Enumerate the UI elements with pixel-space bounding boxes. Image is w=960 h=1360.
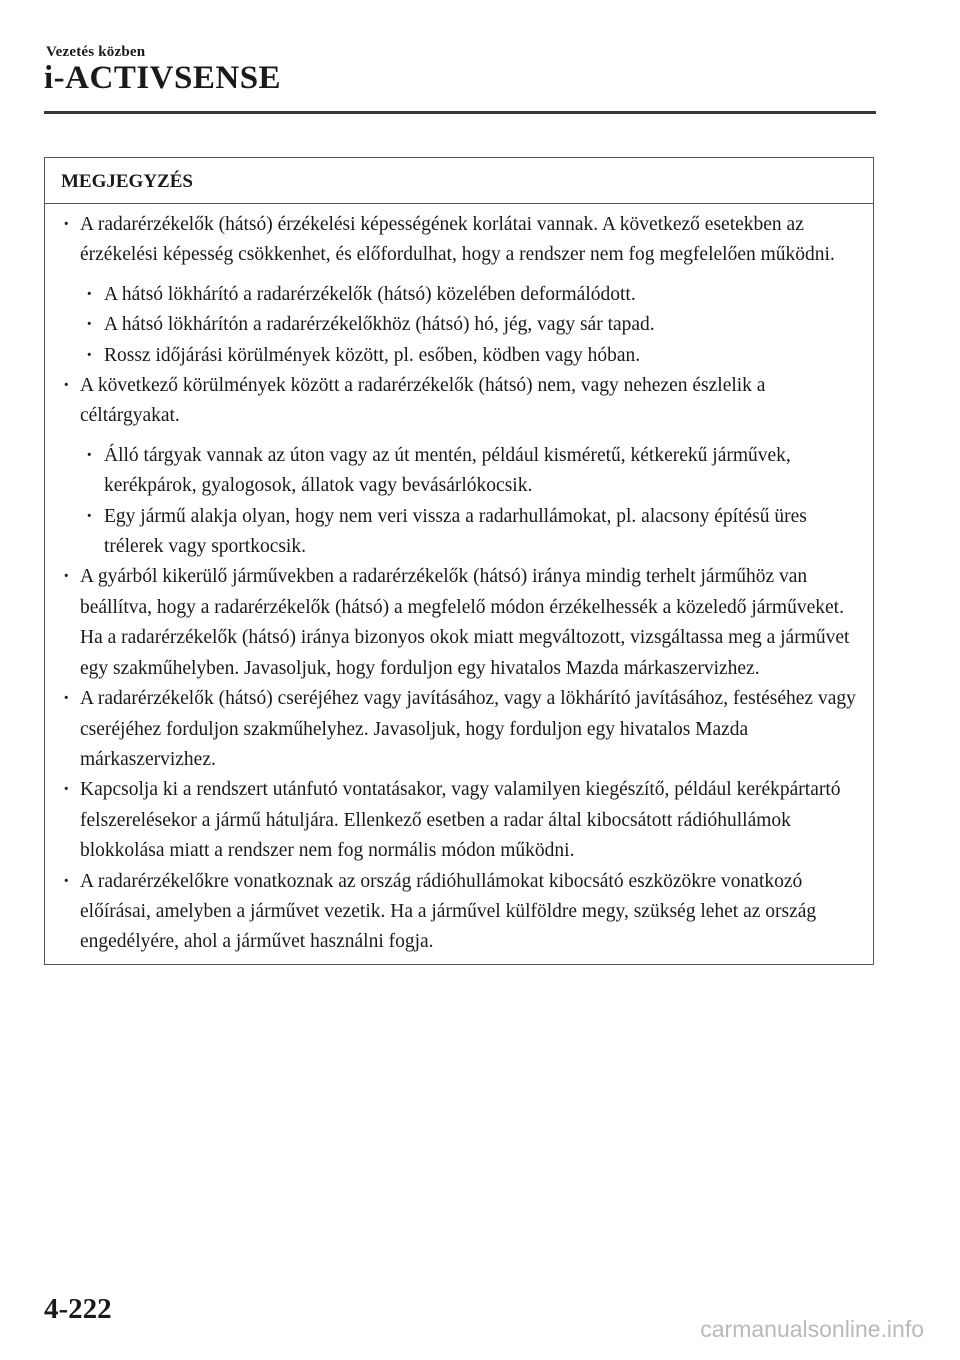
note-subitem: · Egy jármű alakja olyan, hogy nem veri vissza a radarhullámokat, pl. alacsony építésű üres trélerek vagy sportkocsik. [61,502,861,563]
section-title: i-ACTIVSENSE [44,60,282,96]
note-subitem: · A hátsó lökhárító a radarérzékelők (hátsó) közelében deformálódott. [61,280,861,310]
note-item: · A következő körülmények között a radarérzékelők (hátsó) nem, vagy nehezen észlelik a céltárgyakat. [61,371,861,432]
note-subitem: · Rossz időjárási körülmények között, pl. esőben, ködben vagy hóban. [61,341,861,371]
note-item: · A radarérzékelők (hátsó) cseréjéhez vagy javításához, vagy a lökhárító javításához, festéséhez vagy cseréjéhez forduljon szakműhelyhez. Javasoljuk, hogy forduljon egy hivatalos Mazda márkaszervizhez. [61,684,861,775]
note-sublist [61,271,861,371]
note-item: · A gyárból kikerülő járművekben a radarérzékelők (hátsó) iránya mindig terhelt járműhöz van beállítva, hogy a radarérzékelők (hátsó) a megfelelő módon érzékelhessék a közeledő járműveket. Ha a radarérzékelők (hátsó) iránya bizonyos okok miatt megváltozott, vizsgáltassa meg a járművet egy szakműhelyben. Javasoljuk, hogy forduljon egy hivatalos Mazda márkaszervizhez. [61,562,861,684]
note-subitem: · A hátsó lökhárítón a radarérzékelőkhöz (hátsó) hó, jég, vagy sár tapad. [61,310,861,340]
page-number: 4-222 [44,1293,112,1325]
note-item: · A radarérzékelőkre vonatkoznak az ország rádióhullámokat kibocsátó eszközökre vonatkozó előírásai, amelyben a járművet vezetik. Ha a járművel külföldre megy, szükség lehet az ország engedélyére, ahol a járművet használni fogja. [61,867,861,958]
running-head: Vezetés közben [46,44,146,60]
note-heading: MEGJEGYZÉS [45,158,873,204]
note-item: · Kapcsolja ki a rendszert utánfutó vontatásakor, vagy valamilyen kiegészítő, például kerékpártartó felszerelésekor a jármű hátuljára. Ellenkező esetben a radar által kibocsátott rádióhullámok blokkolása miatt a rendszer nem fog normális módon működni. [61,775,861,866]
note-body [45,204,873,964]
note-item: · A radarérzékelők (hátsó) érzékelési képességének korlátai vannak. A következő esetekben az érzékelési képesség csökkenhet, és előfordulhat, hogy a rendszer nem fog megfelelően működni. [61,210,861,271]
title-rule [44,111,876,114]
note-subitem: · Álló tárgyak vannak az úton vagy az út mentén, például kisméretű, kétkerekű járművek, kerékpárok, gyalogosok, állatok vagy bevásárlókocsik. [61,441,861,502]
watermark: carmanualsonline.info [700,1316,924,1342]
note-box [44,157,874,965]
note-sublist [61,432,861,563]
